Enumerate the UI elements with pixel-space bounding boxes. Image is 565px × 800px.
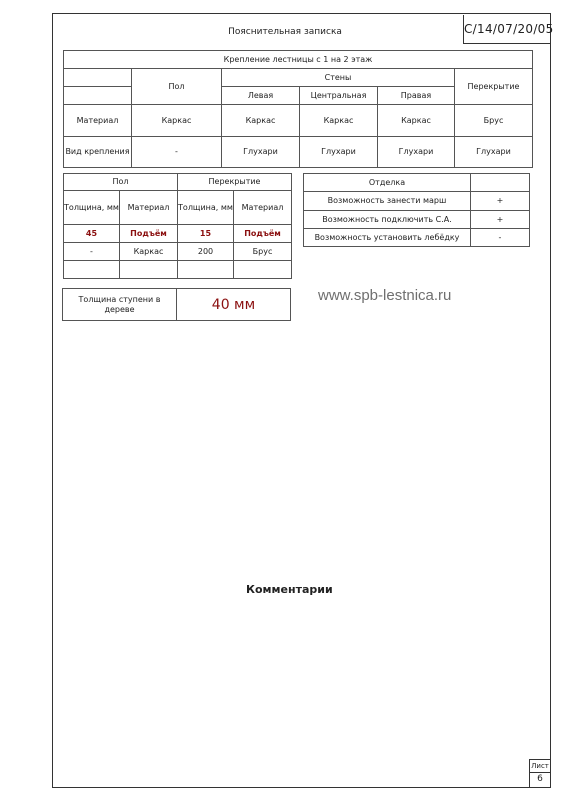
wall-center-header: Центральная (300, 87, 378, 105)
floor-material-cell (120, 261, 178, 279)
table-row (64, 225, 292, 243)
finish-header: Отделка (304, 174, 471, 192)
floor-thickness-cell (64, 261, 120, 279)
document-code: С/14/07/20/05 (463, 15, 551, 44)
floor-material-cell: Каркас (120, 243, 178, 261)
ceiling-material-cell: Брус (234, 243, 292, 261)
step-thickness-value: 40 мм (177, 289, 291, 321)
sheet-label: Лист (529, 760, 551, 773)
table-row (64, 243, 292, 261)
wall-right-header: Правая (378, 87, 455, 105)
material-header: Материал (120, 191, 178, 225)
empty-cell (471, 174, 530, 192)
floor-cell: Каркас (132, 105, 222, 137)
table-row (304, 229, 530, 247)
wall-right-cell: Глухари (378, 137, 455, 168)
thickness-table (63, 173, 292, 279)
floor-thickness-cell: - (64, 243, 120, 261)
wall-center-cell: Каркас (300, 105, 378, 137)
wall-left-cell: Глухари (222, 137, 300, 168)
finish-value-cell: + (471, 211, 530, 229)
thickness-header: Толщина, мм (64, 191, 120, 225)
thickness-header: Толщина, мм (178, 191, 234, 225)
finish-value-cell: + (471, 192, 530, 211)
fastening-table-title: Крепление лестницы с 1 на 2 этаж (64, 51, 533, 69)
empty-cell (64, 87, 132, 105)
floor-thickness-cell: 45 (64, 225, 120, 243)
wall-left-cell: Каркас (222, 105, 300, 137)
material-header: Материал (234, 191, 292, 225)
row-label: Вид крепления (64, 137, 132, 168)
table-row (64, 105, 533, 137)
ceiling-thickness-cell: 200 (178, 243, 234, 261)
table-row (304, 211, 530, 229)
ceiling-material-cell (234, 261, 292, 279)
sheet-number: 6 (537, 774, 543, 784)
ceiling-thickness-cell (178, 261, 234, 279)
floor-cell: - (132, 137, 222, 168)
ceiling-header: Перекрытие (178, 174, 292, 191)
comments-heading: Комментарии (246, 583, 333, 596)
ceiling-cell: Брус (455, 105, 533, 137)
table-row (64, 137, 533, 168)
fastening-table (63, 50, 533, 168)
wall-left-header: Левая (222, 87, 300, 105)
ceiling-header: Перекрытие (455, 69, 533, 105)
finish-label-cell: Возможность подключить С.А. (304, 211, 471, 229)
step-thickness-table (62, 288, 291, 321)
floor-header: Пол (64, 174, 178, 191)
wall-right-cell: Каркас (378, 105, 455, 137)
table-row (64, 261, 292, 279)
ceiling-thickness-cell: 15 (178, 225, 234, 243)
ceiling-material-cell: Подъём (234, 225, 292, 243)
document-title: Пояснительная записка (228, 27, 342, 37)
empty-cell (64, 69, 132, 87)
table-row (304, 192, 530, 211)
row-label: Материал (64, 105, 132, 137)
walls-header: Стены (222, 69, 455, 87)
step-thickness-label: Толщина ступени в дереве (63, 289, 177, 321)
finish-label-cell: Возможность установить лебёдку (304, 229, 471, 247)
ceiling-cell: Глухари (455, 137, 533, 168)
floor-header: Пол (132, 69, 222, 105)
watermark-url: www.spb-lestnica.ru (318, 287, 452, 304)
floor-material-cell: Подъём (120, 225, 178, 243)
wall-center-cell: Глухари (300, 137, 378, 168)
finish-value-cell: - (471, 229, 530, 247)
finish-label-cell: Возможность занести марш (304, 192, 471, 211)
finish-table (303, 173, 530, 247)
